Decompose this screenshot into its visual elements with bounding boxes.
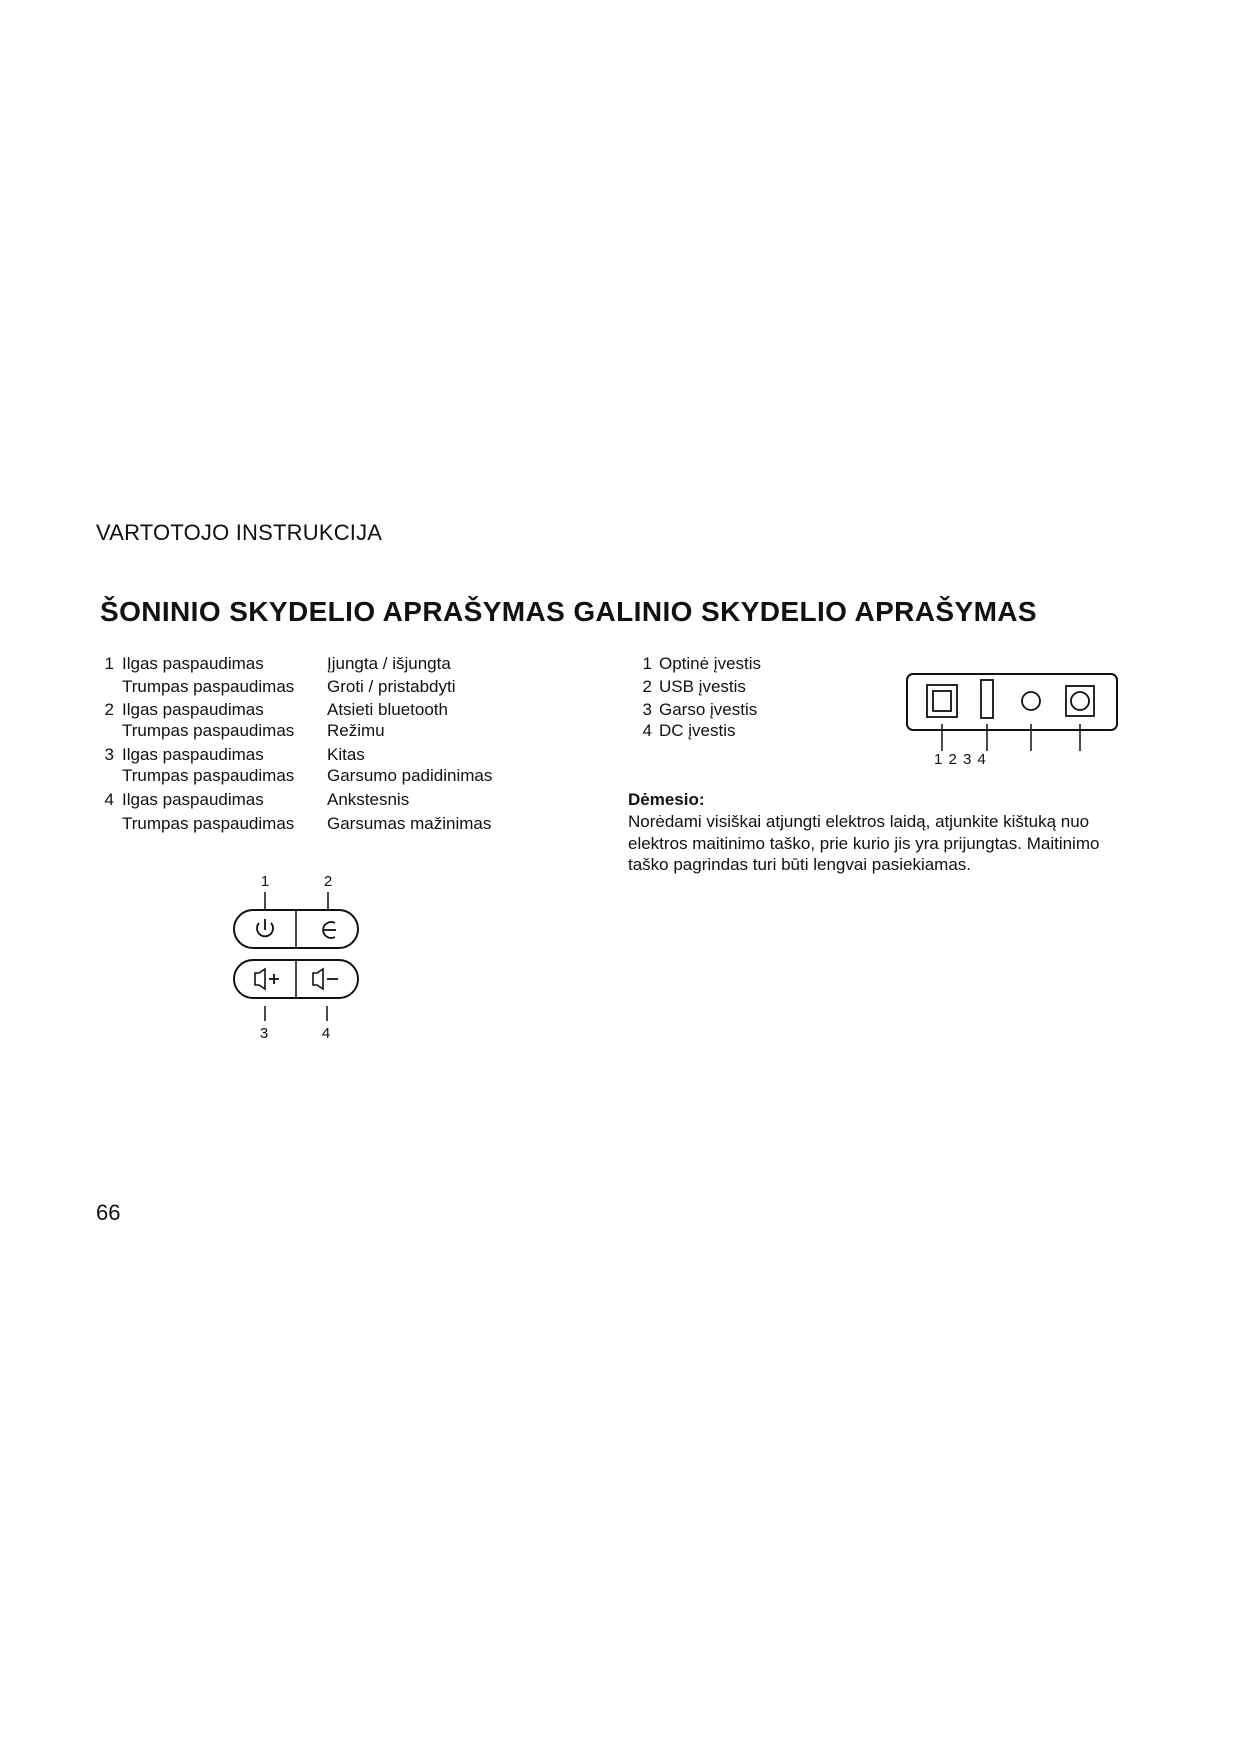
document-header: VARTOTOJO INSTRUKCIJA: [96, 520, 383, 545]
section-title: ŠONINIO SKYDELIO APRAŠYMAS GALINIO SKYDELIO APRAŠYMAS: [100, 596, 1037, 627]
rear-item-label: USB įvestis: [659, 677, 746, 696]
press-type: Ilgas paspaudimas: [122, 790, 264, 809]
callout-label-4: 4: [321, 1025, 331, 1042]
warning-line: Norėdami visiškai atjungti elektros laidą, atjunkite kištuką nuo: [628, 812, 1090, 831]
action-label: Režimu: [327, 721, 385, 740]
warning-line: elektros maitinimo taško, prie kurio jis yra prijungtas. Maitinimo: [628, 834, 1100, 853]
side-panel-diagram: [225, 868, 375, 1048]
press-type: Trumpas paspaudimas: [122, 721, 295, 740]
row-number: 4: [104, 790, 114, 809]
action-label: Įjungta / išjungta: [327, 654, 451, 673]
action-label: Groti / pristabdyti: [327, 677, 456, 696]
callout-label-1: 1: [260, 873, 270, 890]
rear-item-number: 3: [642, 700, 652, 719]
action-label: Atsieti bluetooth: [327, 700, 448, 719]
rear-diagram-label: 1 2 3 4: [934, 751, 987, 768]
action-label: Garsumo padidinimas: [327, 766, 493, 785]
press-type: Trumpas paspaudimas: [122, 814, 295, 833]
rear-item-number: 2: [642, 677, 652, 696]
page-number: 66: [96, 1200, 121, 1225]
press-type: Ilgas paspaudimas: [122, 700, 264, 719]
rear-item-label: Garso įvestis: [659, 700, 758, 719]
action-label: Ankstesnis: [327, 790, 410, 809]
warning-line: taško pagrindas turi būti lengvai pasiekiamas.: [628, 855, 972, 874]
row-number: 3: [104, 745, 114, 764]
callout-label-3: 3: [259, 1025, 269, 1042]
callout-label-2: 2: [323, 873, 333, 890]
press-type: Trumpas paspaudimas: [122, 677, 295, 696]
warning-heading: Dėmesio:: [628, 790, 705, 809]
rear-item-number: 1: [642, 654, 652, 673]
press-type: Ilgas paspaudimas: [122, 654, 264, 673]
rear-item-label: Optinė įvestis: [659, 654, 762, 673]
rear-item-number: 4: [642, 721, 652, 740]
press-type: Ilgas paspaudimas: [122, 745, 264, 764]
press-type: Trumpas paspaudimas: [122, 766, 295, 785]
rear-item-label: DC įvestis: [659, 721, 736, 740]
action-label: Garsumas mažinimas: [327, 814, 492, 833]
action-label: Kitas: [327, 745, 365, 764]
row-number: 2: [104, 700, 114, 719]
row-number: 1: [104, 654, 114, 673]
